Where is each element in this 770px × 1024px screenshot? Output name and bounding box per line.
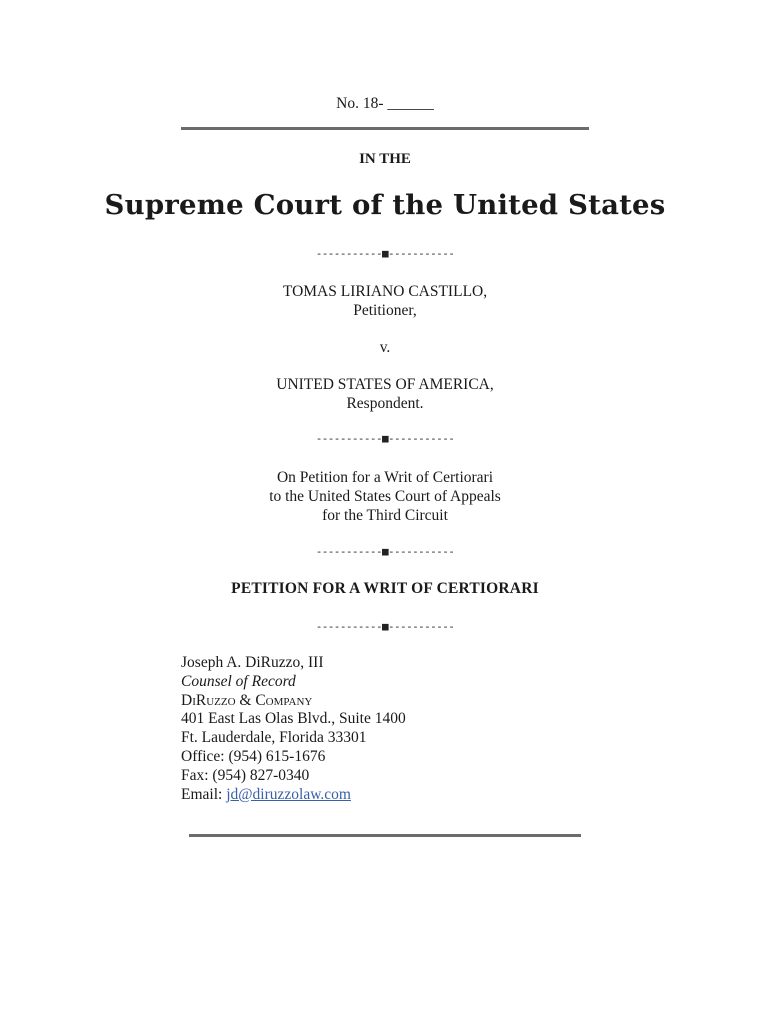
address-line-1: 401 East Las Olas Blvd., Suite 1400 <box>181 710 406 728</box>
writ-line-3: for the Third Circuit <box>322 507 448 524</box>
petitioner-role: Petitioner, <box>353 302 417 319</box>
top-rule <box>181 127 589 130</box>
office-phone: Office: (954) 615-1676 <box>181 747 326 765</box>
respondent-name: UNITED STATES OF AMERICA, <box>276 376 494 393</box>
respondent-role: Respondent. <box>346 395 424 412</box>
counsel-role: Counsel of Record <box>181 672 296 690</box>
address-line-2: Ft. Lauderdale, Florida 33301 <box>181 729 367 747</box>
petitioner-name: TOMAS LIRIANO CASTILLO, <box>282 283 488 300</box>
fax-number: Fax: (954) 827-0340 <box>181 766 310 784</box>
docket-number: No. 18- ______ <box>336 95 434 112</box>
separator: -----------■----------- <box>315 247 455 260</box>
respondent-block <box>0 375 770 413</box>
counsel-name: Joseph A. DiRuzzo, III <box>181 654 324 671</box>
writ-line-2: to the United States Court of Appeals <box>269 488 501 505</box>
writ-line-1: On Petition for a Writ of Certiorari <box>276 469 494 486</box>
court-name: Supreme Court of the United States <box>104 190 666 221</box>
petitioner-block <box>0 282 770 320</box>
email-link[interactable]: jd@diruzzolaw.com <box>226 785 351 803</box>
document-title: PETITION FOR A WRIT OF CERTIORARI <box>231 580 539 597</box>
in-the-heading: IN THE <box>359 151 411 167</box>
bottom-rule <box>189 834 581 837</box>
email-line <box>181 786 406 805</box>
counsel-block <box>181 654 406 804</box>
email-label: Email: <box>181 785 227 803</box>
separator: -----------■----------- <box>315 545 455 558</box>
writ-description <box>0 468 770 525</box>
separator: -----------■----------- <box>315 620 455 633</box>
versus: v. <box>379 339 391 356</box>
law-firm-name: DiRuzzo & Company <box>181 691 313 709</box>
separator: -----------■----------- <box>315 432 455 445</box>
